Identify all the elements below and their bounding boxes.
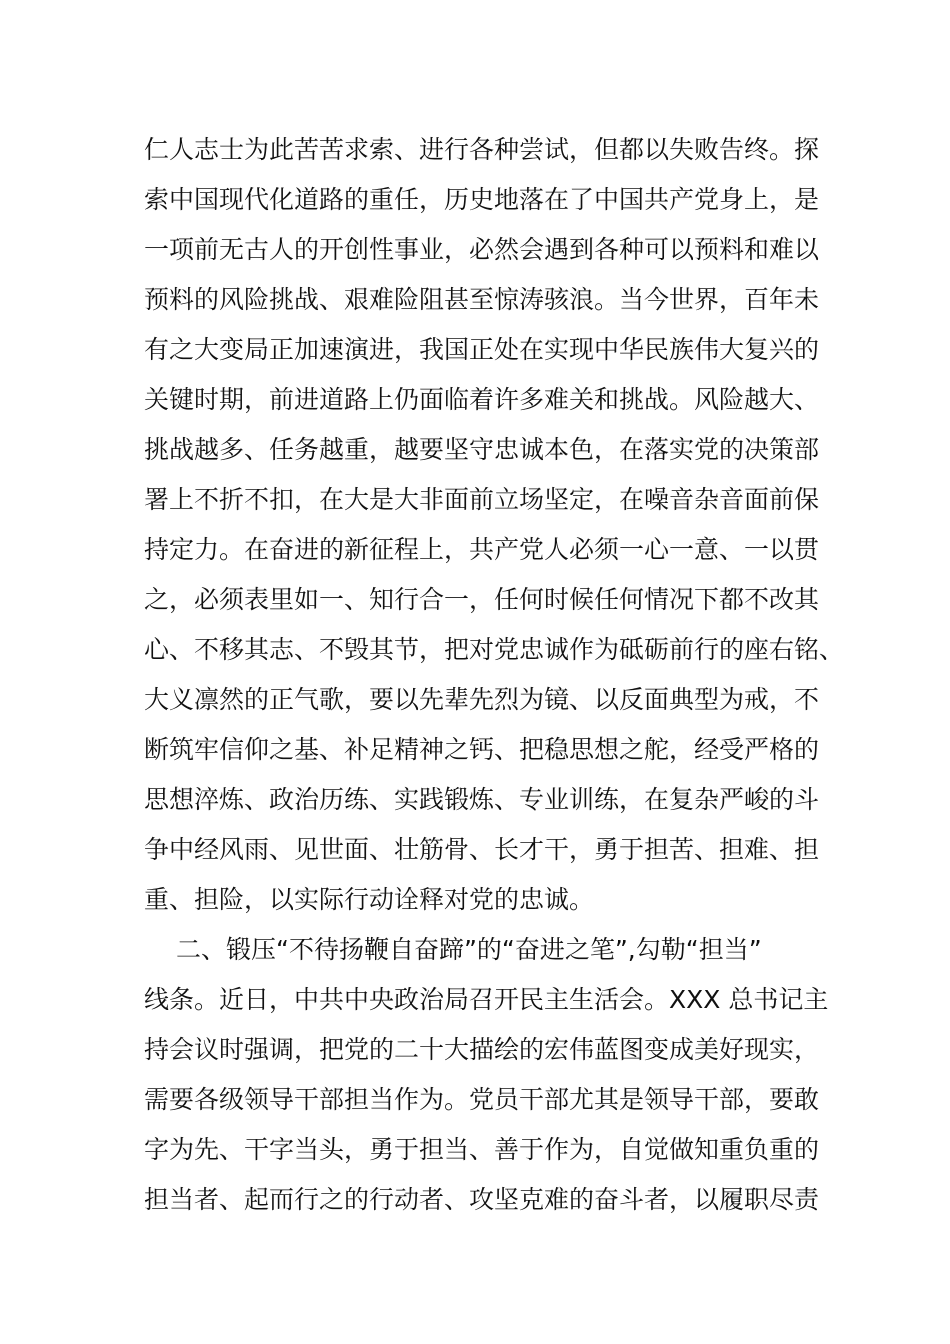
text-line: 仁人志士为此苦苦求索、进行各种尝试，但都以失败告终。探 [144, 135, 820, 164]
text-line: 关键时期，前进道路上仍面临着许多难关和挑战。风险越大、 [144, 385, 820, 414]
text-line: 担当者、起而行之的行动者、攻坚克难的奋斗者，以履职尽责 [144, 1185, 820, 1214]
section-heading-line: 二、锻压“不待扬鞭自奋蹄”的“奋进之笔”,勾勒“担当” [176, 935, 762, 964]
text-line: 持定力。在奋进的新征程上，共产党人必须一心一意、一以贯 [144, 535, 820, 564]
text-line: 大义凛然的正气歌，要以先辈先烈为镜、以反面典型为戒，不 [144, 685, 820, 714]
text-line: 需要各级领导干部担当作为。党员干部尤其是领导干部，要敢 [144, 1085, 820, 1114]
text-line: 一项前无古人的开创性事业，必然会遇到各种可以预料和难以 [144, 235, 820, 264]
text-line: 有之大变局正加速演进，我国正处在实现中华民族伟大复兴的 [144, 335, 820, 364]
text-line: 索中国现代化道路的重任，历史地落在了中国共产党身上，是 [144, 185, 820, 214]
text-line: 之，必须表里如一、知行合一，任何时候任何情况下都不改其 [144, 585, 820, 614]
text-line: 争中经风雨、见世面、壮筋骨、长才干，勇于担苦、担难、担 [144, 835, 820, 864]
text-line: 心、不移其志、不毁其节，把对党忠诚作为砥砺前行的座右铭、 [144, 635, 845, 664]
text-line: 预料的风险挑战、艰难险阻甚至惊涛骇浪。当今世界，百年未 [144, 285, 820, 314]
text-line: 字为先、干字当头，勇于担当、善于作为，自觉做知重负重的 [144, 1135, 820, 1164]
text-line: 署上不折不扣，在大是大非面前立场坚定，在噪音杂音面前保 [144, 485, 820, 514]
text-line: 线条。近日，中共中央政治局召开民主生活会。XXX 总书记主 [144, 985, 829, 1014]
text-line: 持会议时强调，把党的二十大描绘的宏伟蓝图变成美好现实， [144, 1035, 820, 1064]
text-line: 思想淬炼、政治历练、实践锻炼、专业训练，在复杂严峻的斗 [144, 785, 820, 814]
text-line: 重、担险，以实际行动诠释对党的忠诚。 [144, 885, 595, 914]
text-line: 挑战越多、任务越重，越要坚守忠诚本色，在落实党的决策部 [144, 435, 820, 464]
text-line: 断筑牢信仰之基、补足精神之钙、把稳思想之舵，经受严格的 [144, 735, 820, 764]
